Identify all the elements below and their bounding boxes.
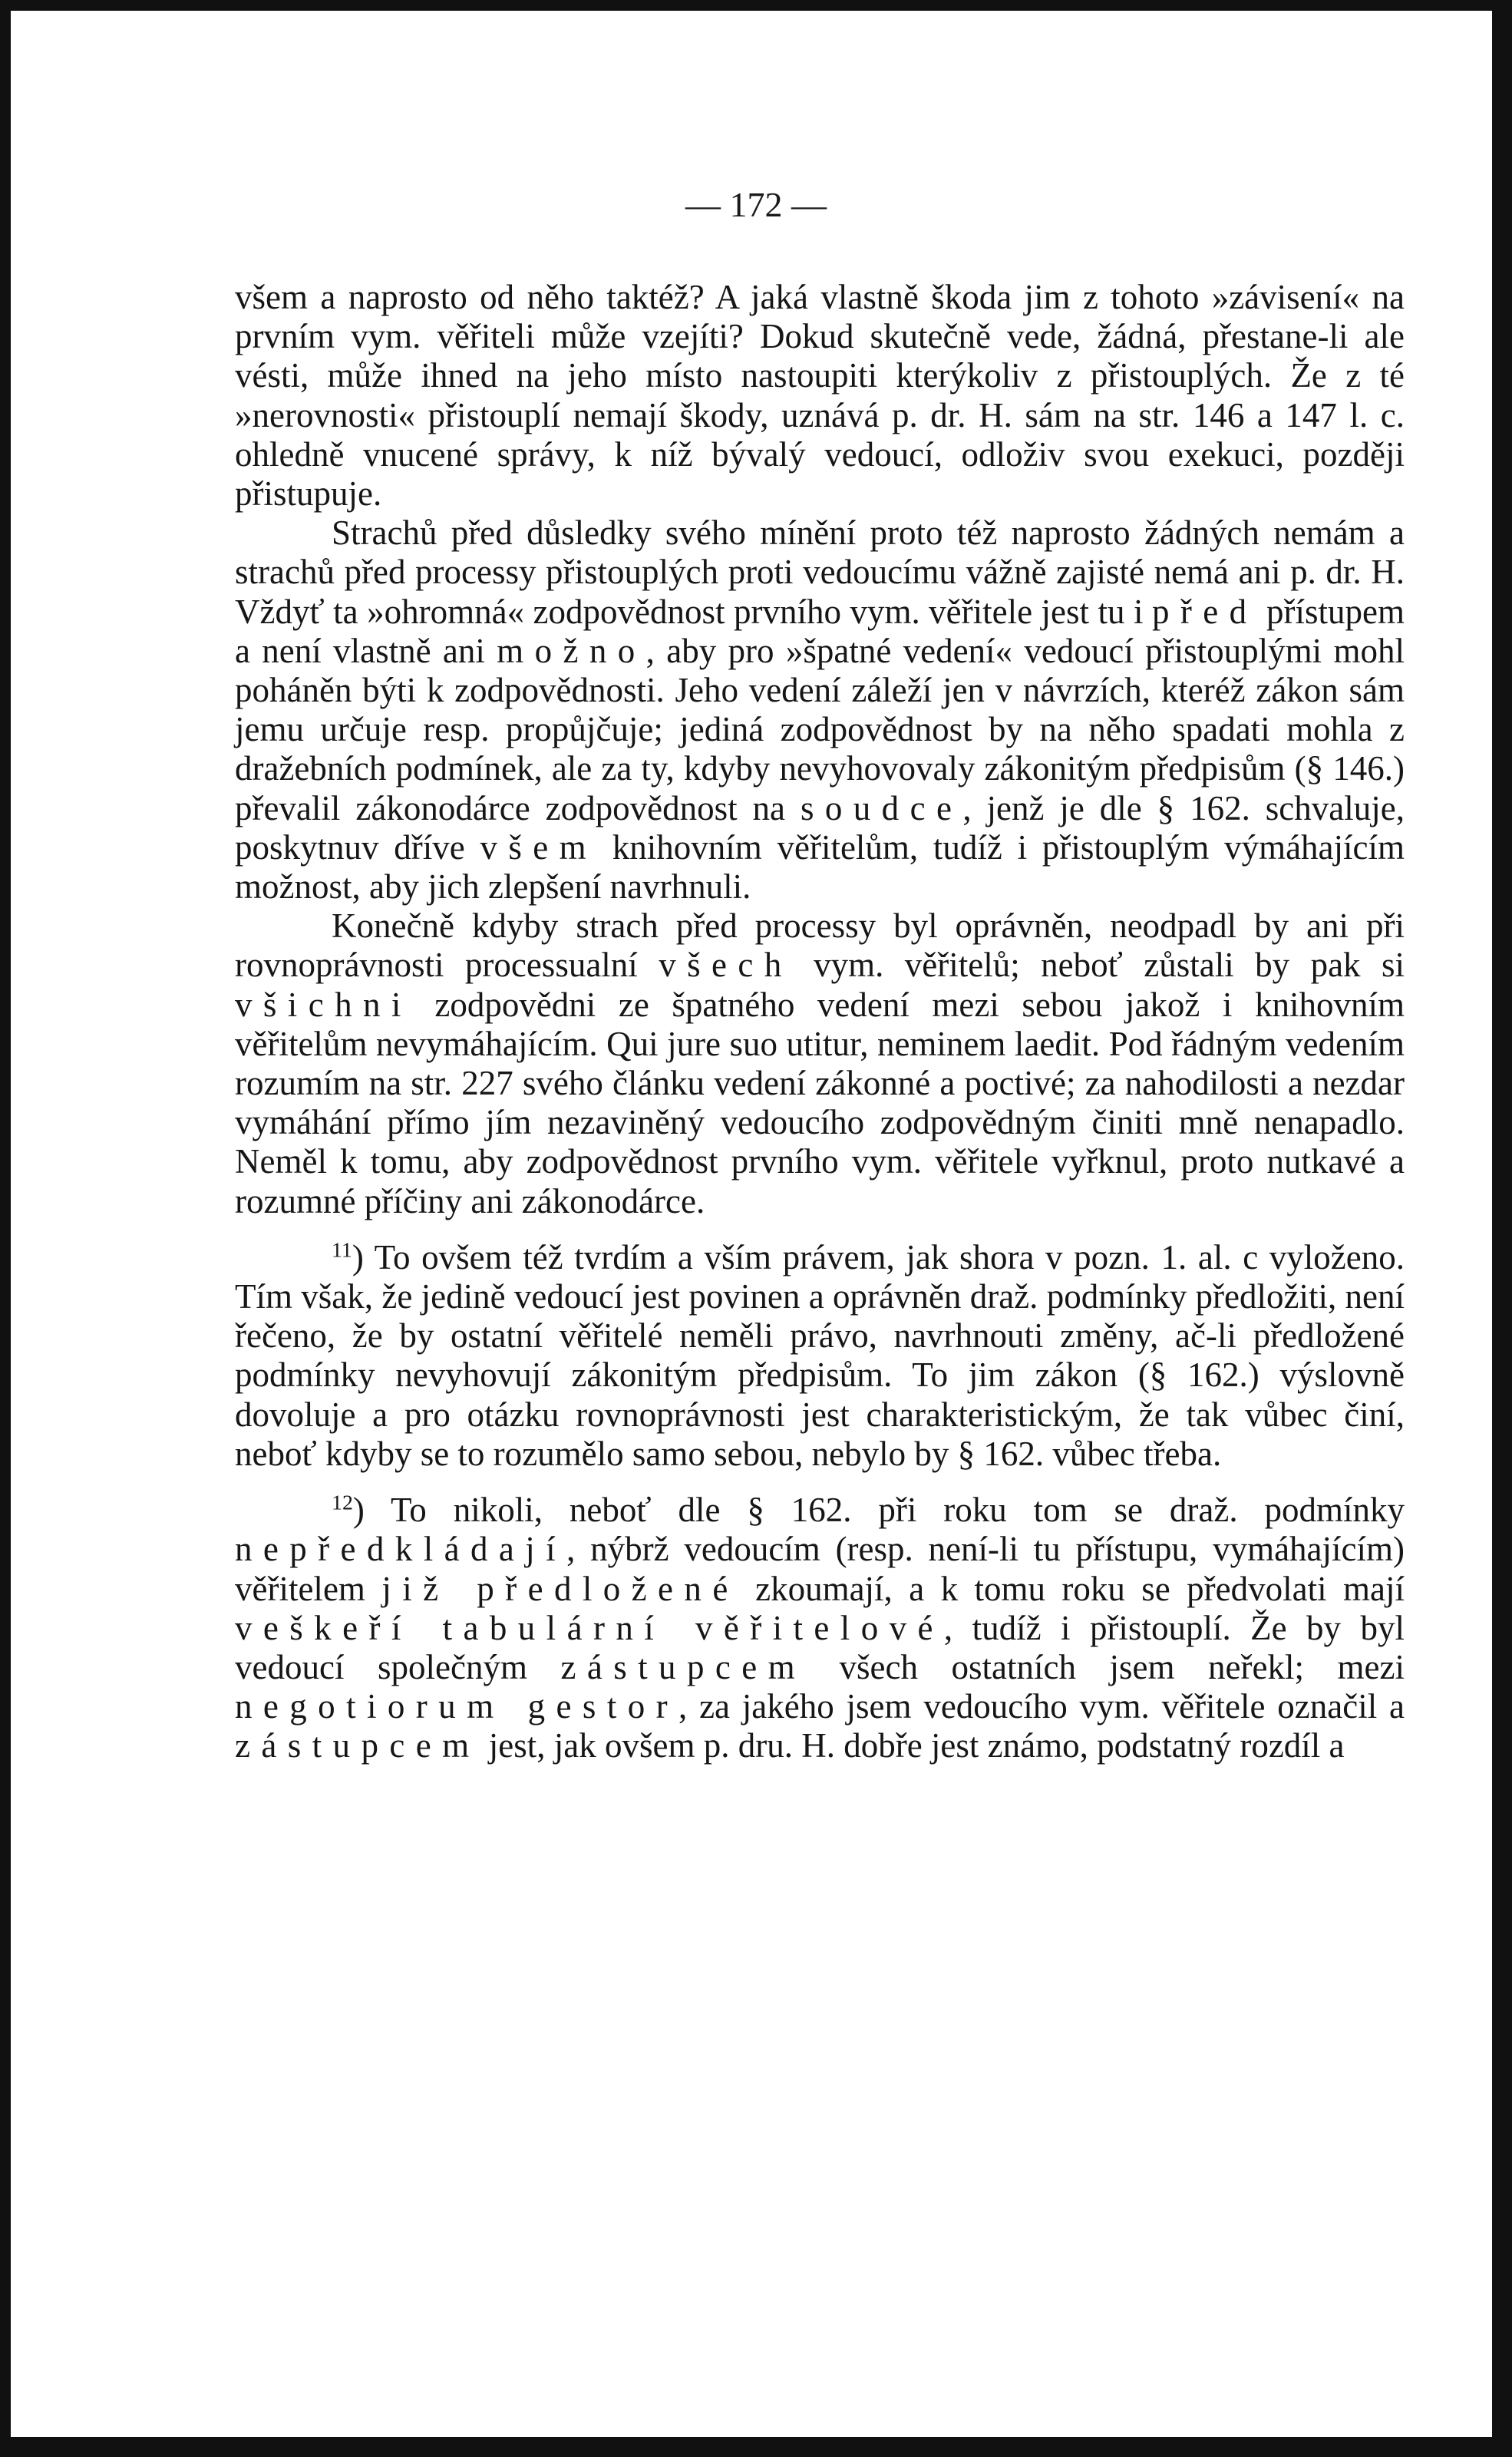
- paragraph-text: všem a naprosto od něho taktéž? A jaká vlastně škoda jim z tohoto »závisení« na prvním vym. věřiteli může vzejíti? Dokud skutečně vede, žádná, přestane-li ale vésti, může ihned na jeho místo nastoupiti kterýkoliv z přistouplých. Že z té »nerovnosti« přistouplí nemají škody, uznává p. dr. H. sám na str. 146 a 147 l. c. ohledně vnucené správy, k níž bývalý vedoucí, odloživ svou exekuci, později přistupuje.: [235, 278, 1405, 514]
- text-run: , tudíž i přistouplí. Že by byl vedoucí společným: [235, 1608, 1405, 1686]
- text-run: , jenž je dle § 162. schvaluje, poskytnuv dříve: [235, 788, 1405, 867]
- text-run: , aby pro »špatné vedení« vedoucí přistouplými mohl poháněn býti k zodpovědnosti. Jeho vedení záleží jen v návrzích, kteréž zákon sám jemu určuje resp. propůjčuje; jediná zodpovědnost by na něho spadati mohla z dražebních podmínek, ale za ty, kdyby nevyhovovaly zákonitým předpisům (§ 146.) převalil zákonodárce zodpovědnost na: [235, 631, 1405, 827]
- page-number: — 172 —: [685, 185, 827, 224]
- text-run: , nýbrž vedoucím (resp. není-li tu přístupu, vymáhajícím) věřitelem: [235, 1530, 1405, 1608]
- footnote-12: [235, 1491, 1405, 1765]
- page-content: [235, 278, 1405, 1766]
- footnote-mark: 11: [332, 1238, 352, 1263]
- spaced-text: soudce: [800, 788, 963, 827]
- text-run: přístupem a není vlastně ani: [235, 592, 1405, 670]
- text-run: Konečně kdyby strach před processy byl oprávněn, neodpadl by ani při rovnoprávnosti processualní: [235, 907, 1405, 985]
- spaced-text: zástupcem: [560, 1647, 806, 1686]
- paragraph-strachu: [235, 514, 1405, 907]
- text-run: , za jakého jsem vedoucího vym. věřitele označil a: [678, 1687, 1405, 1726]
- text-run: zodpovědni ze špatného vedení mezi sebou jakož i knihovním věřitelům nevymáhajícím. Qui jure suo utitur, neminem laedit. Pod řádným vedením rozumím na str. 227 svého článku vedení zákonné a poctivé; za nahodilosti a nezdar vymáhání přímo jím nezaviněný vedoucího zodpovědným činiti mně nenapadlo. Neměl k tomu, aby zodpovědnost prvního vym. věřitele vyřknul, proto nutkavé a rozumné příčiny ani zákonodárce.: [235, 985, 1405, 1220]
- text-run: vym. věřitelů; neboť zůstali by pak si: [792, 946, 1405, 985]
- footnote-mark: 12: [332, 1491, 353, 1515]
- spaced-text: všech: [659, 946, 793, 985]
- spaced-text: všichni: [235, 985, 412, 1024]
- spaced-text: před: [1151, 592, 1258, 631]
- spaced-text: nepředkládají: [235, 1530, 567, 1569]
- spaced-text: možno: [497, 631, 646, 670]
- text-run: všech ostatních jsem neřekl; mezi: [806, 1647, 1405, 1686]
- spaced-text: veškeří tabulární věřitelové: [235, 1608, 944, 1647]
- spaced-text: všem: [480, 827, 598, 867]
- text-run: zkoumají, a k tomu roku se předvolati mají: [738, 1569, 1405, 1608]
- footnote-11: [235, 1238, 1405, 1474]
- text-run: knihovním věřitelům, tudíž i přistouplým výmáhajícím možnost, aby jich zlepšení navrhnuli.: [235, 827, 1405, 907]
- paragraph-konecne: [235, 907, 1405, 1221]
- footnote-text: ) To ovšem též tvrdím a vším právem, jak shora v pozn. 1. al. c vyloženo. Tím však, že jedině vedoucí jest povinen a oprávněn draž. podmínky předložiti, není řečeno, že by ostatní věřitelé neměli právo, navrhnouti změny, ač-li předložené podmínky nevyhovují zákonitým předpisům. To jim zákon (§ 162.) výslovně dovoluje a pro otázku rovnoprávnosti jest charakteristickým, že tak vůbec činí, neboť kdyby se to rozumělo samo sebou, nebylo by § 162. vůbec třeba.: [235, 1237, 1405, 1473]
- text-run: ) To nikoli, neboť dle § 162. při roku tom se draž. podmínky: [352, 1491, 1405, 1530]
- spaced-text: již předložené: [381, 1569, 739, 1608]
- text-run: jest, jak ovšem p. dru. H. dobře jest známo, podstatný rozdíl a: [480, 1726, 1345, 1765]
- text-run: Strachů před důsledky svého mínění proto též naprosto žádných nemám a strachů před processy přistouplých proti vedoucímu vážně zajisté nemá ani p. dr. H. Vždyť ta »ohromná« zodpovědnost prvního vym. věřitele jest tu i: [235, 514, 1405, 631]
- spaced-text: zástupcem: [235, 1726, 480, 1765]
- spaced-text: negotiorum gestor: [235, 1687, 679, 1726]
- paragraph-continuation: [235, 278, 1405, 514]
